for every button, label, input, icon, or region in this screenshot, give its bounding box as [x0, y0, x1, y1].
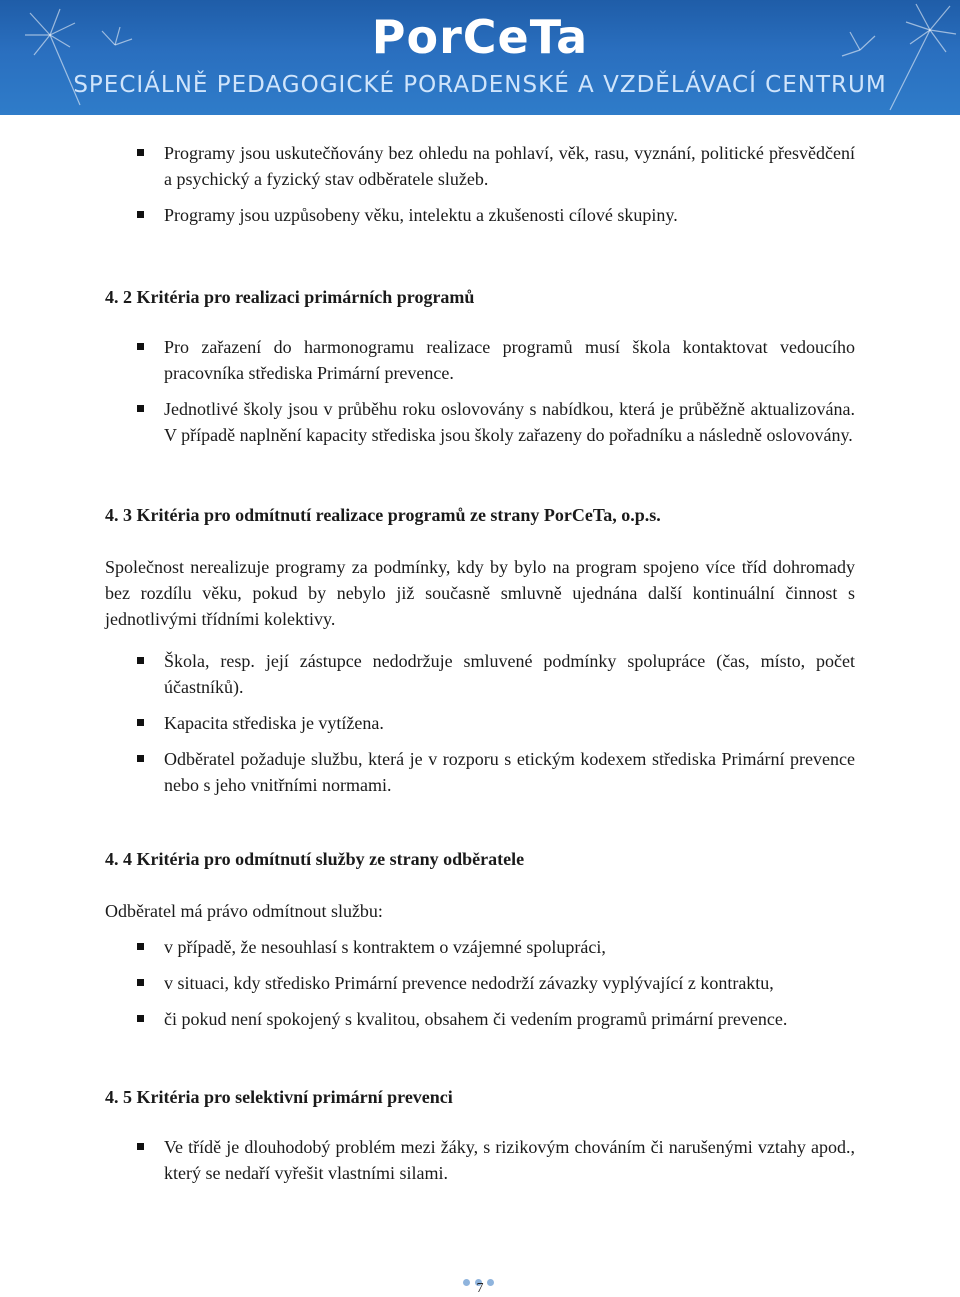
list-item: v situaci, kdy středisko Primární prevence nedodrží závazky vyplývající z kontraktu, — [105, 970, 855, 996]
bullet-icon — [137, 979, 144, 986]
page-content — [105, 140, 855, 1196]
section-heading: 4. 2 Kritéria pro realizaci primárních programů — [105, 287, 475, 307]
section-4-2-list — [105, 334, 855, 448]
list-item: Odběratel požaduje službu, která je v rozporu s etickým kodexem střediska Primární prevence nebo s jeho vnitřními normami. — [105, 746, 855, 798]
list-item: Jednotlivé školy jsou v průběhu roku oslovovány s nabídkou, která je průběžně aktualizována. V případě naplnění kapacity střediska jsou školy zařazeny do pořadníku a následně oslovovány. — [105, 396, 855, 448]
list-item: či pokud není spokojený s kvalitou, obsahem či vedením programů primární prevence. — [105, 1006, 855, 1032]
section-heading: 4. 5 Kritéria pro selektivní primární prevenci — [105, 1087, 453, 1107]
bullet-icon — [137, 657, 144, 664]
bullet-icon — [137, 943, 144, 950]
intro-list — [105, 140, 855, 228]
bullet-icon — [137, 343, 144, 350]
brand-subtitle: SPECIÁLNĚ PEDAGOGICKÉ PORADENSKÉ A VZDĚLÁVACÍ CENTRUM — [73, 72, 887, 98]
section-heading: 4. 4 Kritéria pro odmítnutí služby ze strany odběratele — [105, 849, 525, 869]
list-item: v případě, že nesouhlasí s kontraktem o vzájemné spolupráci, — [105, 934, 855, 960]
list-item: Kapacita střediska je vytížena. — [105, 710, 855, 736]
list-item: Programy jsou uzpůsobeny věku, intelektu a zkušenosti cílové skupiny. — [105, 202, 855, 228]
section-heading: 4. 3 Kritéria pro odmítnutí realizace programů ze strany PorCeTa, o.p.s. — [105, 505, 661, 525]
bullet-icon — [137, 405, 144, 412]
brand-title: PorCeTa — [371, 10, 589, 64]
bullet-icon — [137, 211, 144, 218]
bullet-icon — [137, 719, 144, 726]
page-number: 7 — [476, 1281, 484, 1296]
list-item: Škola, resp. její zástupce nedodržuje smluvené podmínky spolupráce (čas, místo, počet účastníků). — [105, 648, 855, 700]
section-4-5-list — [105, 1134, 855, 1186]
section-paragraph: Odběratel má právo odmítnout službu: — [105, 901, 383, 921]
section-4-4-list — [105, 934, 855, 1032]
bullet-icon — [137, 755, 144, 762]
section-4-3-list — [105, 648, 855, 798]
bullet-icon — [137, 1015, 144, 1022]
list-item: Pro zařazení do harmonogramu realizace programů musí škola kontaktovat vedoucího pracovníka střediska Primární prevence. — [105, 334, 855, 386]
bullet-icon — [137, 1143, 144, 1150]
header-banner — [0, 0, 960, 115]
section-paragraph: Společnost nerealizuje programy za podmínky, kdy by bylo na program spojeno více tříd dohromady bez rozdílu věku, pokud by nebylo již současně smluvně ujednána další kontinuální činnost s jednotlivými třídními kolektivy. — [105, 557, 855, 629]
list-item: Ve třídě je dlouhodobý problém mezi žáky, s rizikovým chováním či narušenými vztahy apod., který se nedaří vyřešit vlastními silami. — [105, 1134, 855, 1186]
list-item: Programy jsou uskutečňovány bez ohledu na pohlaví, věk, rasu, vyznání, politické přesvědčení a psychický a fyzický stav odběratele služeb. — [105, 140, 855, 192]
bullet-icon — [137, 149, 144, 156]
